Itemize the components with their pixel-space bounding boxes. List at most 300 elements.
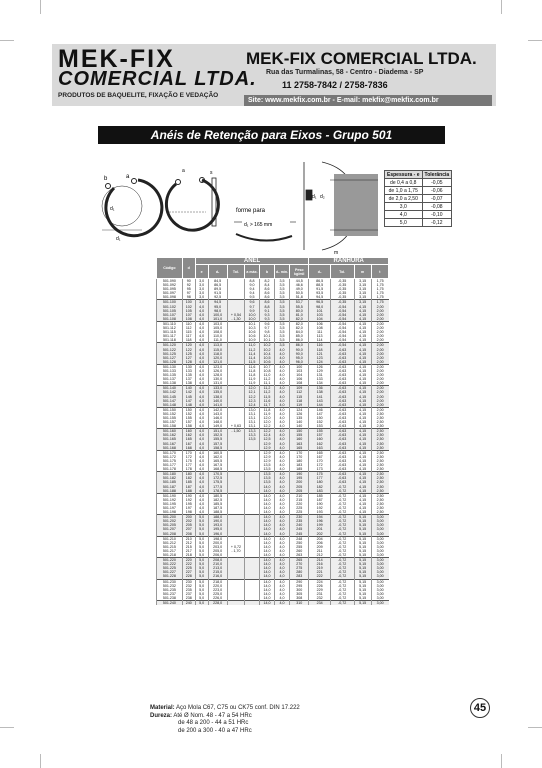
table-cell: -0,63 (330, 352, 354, 356)
table-cell: 4,0 (195, 348, 208, 352)
table-cell: 94,5 (309, 295, 330, 300)
table-cell: 204 (309, 536, 330, 541)
table-cell: 4,0 (275, 489, 290, 494)
table-cell: 180 (182, 472, 195, 477)
table-cell: 4,15 (354, 348, 371, 352)
table-cell: 103 (309, 313, 330, 317)
table-cell: 175 (309, 472, 330, 477)
table-cell: 185,5 (208, 502, 227, 506)
table-cell: 4,15 (354, 424, 371, 429)
table-cell: 193 (309, 510, 330, 515)
table-cell: 5,0 (195, 523, 208, 527)
table-cell: 2,00 (371, 317, 388, 322)
table-cell: 127 (182, 356, 195, 360)
table-cell: 157 (309, 433, 330, 437)
table-cell: 49,0 (290, 287, 309, 291)
groove-section (304, 162, 378, 250)
table-cell: 4,15 (354, 330, 371, 334)
table-cell: 4,0 (195, 330, 208, 334)
table-cell: 106 (290, 377, 309, 381)
table-cell: 14,0 (260, 596, 275, 601)
table-cell: 4,0 (275, 463, 290, 467)
table-cell: 240 (182, 601, 195, 606)
table-cell: 3,00 (371, 562, 388, 566)
table-cell: 231 (309, 592, 330, 596)
table-cell: 210,0 (208, 562, 227, 566)
table-cell: 101 (309, 309, 330, 313)
table-cell: 3,00 (371, 588, 388, 592)
table-cell: -0,63 (330, 373, 354, 377)
table-cell: 9,4 (245, 291, 260, 295)
table-cell: 4,15 (354, 416, 371, 420)
table-cell: 501.115 (157, 330, 183, 334)
table-cell: 4,0 (195, 377, 208, 381)
table-cell: 170 (290, 455, 309, 459)
table-cell: 138,0 (208, 395, 227, 399)
table-cell: 3,00 (371, 584, 388, 588)
table-cell: 5,0 (195, 562, 208, 566)
page-number: 45 (470, 698, 490, 718)
table-cell: 5,15 (354, 558, 371, 563)
table-cell: 4,15 (354, 472, 371, 477)
table-cell: 118,0 (208, 352, 227, 356)
table-cell: 501.170 (157, 450, 183, 455)
table-cell: 4,0 (275, 592, 290, 596)
table-cell: 2,00 (371, 377, 388, 381)
table-cell: 125 (182, 352, 195, 356)
table-cell: 11,8 (260, 407, 275, 412)
table-cell: 13,0 (245, 407, 260, 412)
table-cell: -0,72 (330, 485, 354, 489)
table-cell: 501.180 (157, 472, 183, 477)
table-cell: 172 (182, 455, 195, 459)
table-cell: 112 (182, 326, 195, 330)
table-cell: 131,0 (208, 381, 227, 386)
table-cell: 86,5 (309, 279, 330, 284)
table-cell: 3,0 (195, 279, 208, 284)
table-cell: -0,72 (330, 592, 354, 596)
table-cell: 232 (309, 596, 330, 601)
table-cell: 2,50 (371, 459, 388, 463)
table-cell: 3,00 (371, 541, 388, 545)
table-cell: 185 (309, 493, 330, 498)
table-cell: 501.228 (157, 574, 183, 579)
table-cell: 160,5 (208, 450, 227, 455)
table-cell: -0,72 (330, 506, 354, 510)
table-cell: 9,7 (260, 326, 275, 330)
table-cell: 152,5 (208, 433, 227, 437)
table-cell: 501.160 (157, 429, 183, 434)
table-cell: 4,15 (354, 313, 371, 317)
table-cell: -0,72 (330, 515, 354, 520)
table-cell: + 0,54 (227, 313, 244, 317)
table-cell: 14,0 (260, 506, 275, 510)
label-a2: a (182, 168, 185, 174)
table-cell: 3,5 (275, 279, 290, 284)
table-cell: 91,5 (208, 291, 227, 295)
table-cell: 4,15 (354, 420, 371, 424)
tolerance-cell: -0,07 (422, 195, 452, 203)
table-cell: 501.127 (157, 356, 183, 360)
table-cell: 260 (290, 549, 309, 553)
table-cell: 12,5 (260, 437, 275, 441)
table-cell: 4,0 (275, 433, 290, 437)
table-cell: 2,50 (371, 412, 388, 416)
table-cell: 5,15 (354, 579, 371, 584)
table-cell: 228 (182, 574, 195, 579)
table-cell: 4,15 (354, 463, 371, 467)
table-cell: 3,0 (195, 291, 208, 295)
table-cell: 4,0 (195, 416, 208, 420)
table-cell: 142,0 (208, 407, 227, 412)
table-cell: 4,15 (354, 326, 371, 330)
table-cell: 4,15 (354, 321, 371, 326)
table-cell: 101,0 (208, 317, 227, 322)
table-cell: 136 (309, 386, 330, 391)
tolerance-cell: -0,12 (422, 219, 452, 227)
table-cell: 4,0 (195, 506, 208, 510)
table-cell: 501.185 (157, 480, 183, 484)
table-cell: 5,15 (354, 545, 371, 549)
table-cell: 4,0 (275, 390, 290, 394)
table-cell: 4,0 (195, 356, 208, 360)
table-cell: 5,15 (354, 596, 371, 601)
table-cell: 4,15 (354, 386, 371, 391)
table-cell: 225 (290, 506, 309, 510)
table-cell: 121 (309, 352, 330, 356)
table-cell: 295 (290, 584, 309, 588)
table-cell: 165 (182, 437, 195, 441)
table-cell: 124 (309, 360, 330, 365)
table-cell: 501.188 (157, 489, 183, 494)
table-cell: 9,3 (260, 317, 275, 322)
table-cell: 224 (309, 579, 330, 584)
table-cell: 2,50 (371, 416, 388, 420)
table-cell: + 0,63 (227, 424, 244, 429)
table-cell: 238 (182, 596, 195, 601)
table-cell: 2,50 (371, 433, 388, 437)
table-cell: 82,0 (290, 326, 309, 330)
table-cell: 2,50 (371, 424, 388, 429)
thickness-cell: de 1,0 a 1,75 (385, 187, 423, 195)
table-cell: 170 (182, 450, 195, 455)
table-cell: 1,75 (371, 287, 388, 291)
table-cell: 4,0 (195, 412, 208, 416)
table-cell: 501.220 (157, 558, 183, 563)
table-cell: 85,0 (290, 334, 309, 338)
table-cell: 167 (182, 442, 195, 446)
table-cell: 4,15 (354, 493, 371, 498)
table-cell: 185 (182, 480, 195, 484)
table-cell: 180,5 (208, 493, 227, 498)
table-cell: 5,0 (195, 596, 208, 601)
table-cell: 82,0 (290, 317, 309, 322)
table-cell: 14,0 (260, 510, 275, 515)
table-cell: 4,15 (354, 390, 371, 394)
table-cell: 2,00 (371, 360, 388, 365)
table-cell: -0,63 (330, 377, 354, 381)
table-cell: 86,0 (290, 338, 309, 343)
table-cell: 190 (182, 493, 195, 498)
table-cell: 4,0 (195, 352, 208, 356)
table-cell: 81,0 (290, 313, 309, 317)
table-cell: 501.148 (157, 403, 183, 408)
table-cell: 222 (182, 562, 195, 566)
table-cell: 190,0 (208, 519, 227, 523)
table-cell: -0,54 (330, 321, 354, 326)
table-cell: 3,5 (275, 309, 290, 313)
table-cell: 4,0 (275, 579, 290, 584)
table-cell: 117 (182, 334, 195, 338)
table-cell: 126 (290, 412, 309, 416)
table-cell: -0,54 (330, 309, 354, 313)
table-cell: 4,15 (354, 305, 371, 309)
table-cell: 4,0 (195, 498, 208, 502)
table-cell: 155 (290, 433, 309, 437)
table-cell: 4,0 (195, 433, 208, 437)
table-cell: 14,0 (260, 502, 275, 506)
table-cell: 4,0 (275, 584, 290, 588)
table-cell: 234 (309, 601, 330, 606)
tolerance-cell: -0,08 (422, 203, 452, 211)
table-cell: 5,0 (195, 536, 208, 541)
table-cell: 501.215 (157, 545, 183, 549)
table-cell: 170 (309, 459, 330, 463)
table-cell: 104 (309, 317, 330, 322)
table-cell: 129 (309, 369, 330, 373)
table-cell: 86,5 (208, 283, 227, 287)
table-cell: 162 (309, 442, 330, 446)
table-cell: 4,0 (195, 364, 208, 369)
table-cell: 2,50 (371, 420, 388, 424)
table-cell: 120,0 (208, 356, 227, 360)
table-cell: 194 (309, 515, 330, 520)
table-cell: 4,0 (275, 558, 290, 563)
table-cell: 150 (309, 416, 330, 420)
table-cell: 4,0 (275, 588, 290, 592)
table-cell: 4,0 (195, 455, 208, 459)
table-cell: 4,0 (195, 510, 208, 515)
table-cell: 160 (290, 437, 309, 441)
table-cell: 3,00 (371, 545, 388, 549)
table-cell: 501.152 (157, 412, 183, 416)
table-cell: 4,15 (354, 502, 371, 506)
table-cell: 501.212 (157, 541, 183, 545)
table-cell: -0,72 (330, 553, 354, 558)
table-cell: 4,0 (195, 463, 208, 467)
table-cell: 4,0 (275, 450, 290, 455)
table-cell: 140 (290, 424, 309, 429)
table-cell: 4,15 (354, 476, 371, 480)
page-title: Anéis de Retenção para Eixos - Grupo 501 (98, 126, 445, 144)
table-cell: 3,5 (275, 317, 290, 322)
table-cell: 4,0 (275, 373, 290, 377)
table-cell: 4,0 (195, 407, 208, 412)
table-cell: 141,0 (208, 403, 227, 408)
table-cell: 1,75 (371, 283, 388, 287)
table-cell: 10,1 (260, 334, 275, 338)
table-cell: 4,15 (354, 369, 371, 373)
table-cell: 2,50 (371, 429, 388, 434)
table-cell: 146,0 (208, 416, 227, 420)
table-cell: 4,0 (195, 502, 208, 506)
table-cell: -0,54 (330, 305, 354, 309)
table-cell: -0,63 (330, 348, 354, 352)
table-cell: 11,2 (260, 377, 275, 381)
table-cell: 11,9 (245, 377, 260, 381)
table-cell: 13,5 (260, 463, 275, 467)
table-cell: 175,5 (208, 480, 227, 484)
table-cell: 308 (290, 596, 309, 601)
table-cell: 126,0 (208, 369, 227, 373)
table-cell: 92 (182, 283, 195, 287)
table-cell: -0,72 (330, 502, 354, 506)
table-cell: -0,72 (330, 601, 354, 606)
table-cell: 501.187 (157, 485, 183, 489)
table-cell: 199 (309, 523, 330, 527)
table-cell: -0,35 (330, 279, 354, 284)
table-cell: 501.165 (157, 437, 183, 441)
table-cell: 177,5 (208, 485, 227, 489)
table-cell: 183 (309, 489, 330, 494)
table-cell: 216,0 (208, 574, 227, 579)
table-cell: 3,00 (371, 596, 388, 601)
table-cell: 11,2 (260, 390, 275, 394)
table-cell: 310 (290, 601, 309, 606)
table-cell: 1,75 (371, 291, 388, 295)
table-cell: 8,6 (260, 300, 275, 305)
table-cell: 4,15 (354, 338, 371, 343)
table-cell: 103,0 (208, 321, 227, 326)
logo-text-bottom: COMERCIAL LTDA. (58, 68, 257, 90)
table-cell: 195,0 (208, 527, 227, 531)
table-cell: 2,00 (371, 395, 388, 399)
table-cell: 93,5 (309, 291, 330, 295)
table-cell: 208,0 (208, 558, 227, 563)
table-cell: 270 (290, 562, 309, 566)
table-cell: 118 (182, 338, 195, 343)
table-cell: 94,5 (208, 300, 227, 305)
table-cell: 2,00 (371, 356, 388, 360)
table-cell: 11,9 (245, 381, 260, 386)
table-cell: 2,00 (371, 386, 388, 391)
table-cell: 131 (309, 373, 330, 377)
header-col-11: m (354, 265, 371, 279)
table-cell: 10,8 (260, 369, 275, 373)
table-cell: 4,0 (275, 493, 290, 498)
table-cell: 105,0 (208, 326, 227, 330)
header-col-10: Tol. (330, 265, 354, 279)
table-cell: 182 (182, 476, 195, 480)
table-cell: 501.205 (157, 523, 183, 527)
table-cell: 501.177 (157, 463, 183, 467)
table-cell: 12,4 (245, 403, 260, 408)
table-cell: 215 (182, 545, 195, 549)
thickness-row (385, 195, 452, 203)
table-cell: 501.120 (157, 343, 183, 348)
thickness-cell: 5,0 (385, 219, 423, 227)
table-cell: 14,0 (260, 519, 275, 523)
table-cell: 501.138 (157, 381, 183, 386)
table-cell: 4,0 (195, 386, 208, 391)
table-cell: 9,3 (260, 313, 275, 317)
table-cell: 113,0 (208, 343, 227, 348)
table-cell: 501.172 (157, 455, 183, 459)
table-cell: 108 (290, 381, 309, 386)
table-cell: 4,0 (275, 360, 290, 365)
table-cell: 4,0 (195, 395, 208, 399)
table-cell: 4,15 (354, 356, 371, 360)
table-cell: 97 (182, 291, 195, 295)
table-cell: 3,0 (195, 283, 208, 287)
table-cell: 160 (309, 437, 330, 441)
table-cell: 501.195 (157, 502, 183, 506)
table-cell: 4,0 (275, 455, 290, 459)
thickness-table-body (385, 179, 452, 227)
table-cell: 13,5 (245, 437, 260, 441)
company-address: Rua das Turmalinas, 58 - Centro - Diadema - SP (266, 69, 424, 76)
table-cell: 14,0 (260, 579, 275, 584)
table-cell: 501.118 (157, 338, 183, 343)
table-cell: 501.218 (157, 553, 183, 558)
table-cell: 14,0 (260, 570, 275, 574)
table-cell: 4,15 (354, 360, 371, 365)
table-cell: 111 (309, 330, 330, 334)
table-cell: 4,0 (195, 360, 208, 365)
table-cell: 170 (290, 450, 309, 455)
table-cell: 4,0 (195, 313, 208, 317)
table-cell: 11,6 (245, 364, 260, 369)
table-cell: 84,0 (290, 330, 309, 334)
table-cell: 2,00 (371, 364, 388, 369)
table-cell: 14,0 (260, 553, 275, 558)
table-cell: 275 (290, 566, 309, 570)
table-cell: 100 (182, 300, 195, 305)
table-cell: 2,50 (371, 437, 388, 441)
table-cell: 4,15 (354, 510, 371, 515)
table-cell: 96,5 (309, 300, 330, 305)
table-cell: 501.227 (157, 570, 183, 574)
table-cell: 2,50 (371, 506, 388, 510)
table-cell: 108 (182, 317, 195, 322)
table-cell: 10,1 (260, 338, 275, 343)
header-anel: ANEL (195, 258, 309, 265)
table-cell: 280 (290, 570, 309, 574)
table-cell: 110,0 (208, 334, 227, 338)
thickness-row (385, 219, 452, 227)
table-cell: 228,0 (208, 601, 227, 606)
table-cell: 100,0 (208, 313, 227, 317)
table-cell: 501.157 (157, 420, 183, 424)
table-cell: 148 (182, 403, 195, 408)
table-cell: -0,63 (330, 480, 354, 484)
table-cell: 4,0 (195, 403, 208, 408)
table-cell: 4,15 (354, 309, 371, 313)
table-cell: 4,0 (195, 334, 208, 338)
label-b: b (104, 176, 108, 182)
table-cell: -0,54 (330, 313, 354, 317)
table-cell: 5,0 (195, 519, 208, 523)
table-cell: 501.210 (157, 536, 183, 541)
table-cell: 4,0 (275, 562, 290, 566)
table-cell: 225,0 (208, 592, 227, 596)
table-cell: 158,5 (208, 446, 227, 451)
table-cell: 140 (290, 420, 309, 424)
table-cell: 501.133 (157, 369, 183, 373)
table-cell: 305 (290, 592, 309, 596)
table-cell: 11,4 (245, 356, 260, 360)
table-cell: 100 (290, 364, 309, 369)
